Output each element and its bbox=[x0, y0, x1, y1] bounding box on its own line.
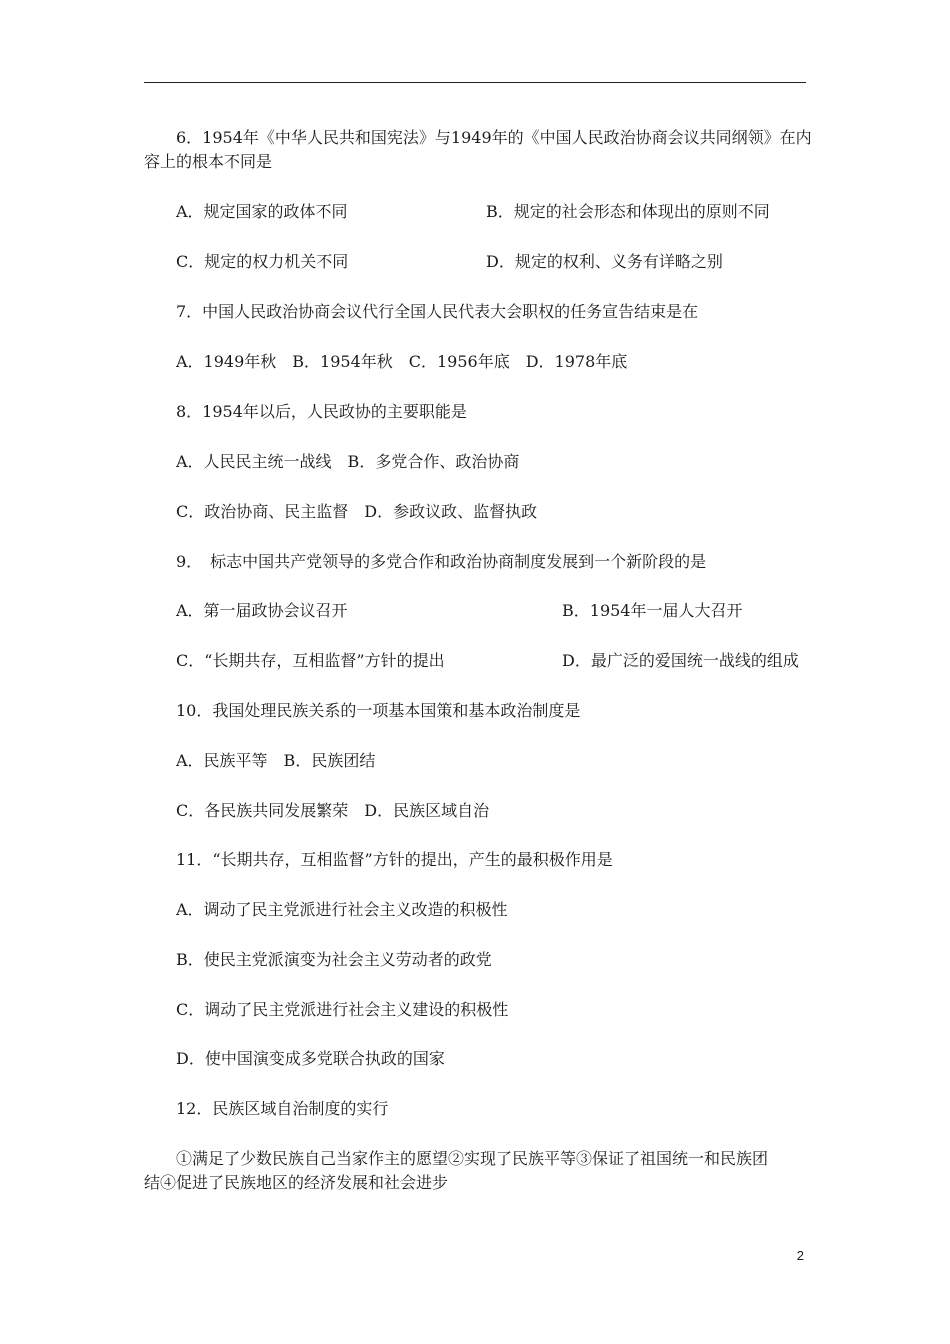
q12-items-line1: ①满足了少数民族自己当家作主的愿望②实现了民族平等③保证了祖国统一和民族团 bbox=[176, 1149, 769, 1168]
q9-option-d: D．最广泛的爱国统一战线的组成 bbox=[562, 651, 799, 670]
q11-option-d: D．使中国演变成多党联合执政的国家 bbox=[176, 1049, 445, 1068]
q8-options-cd: C．政治协商、民主监督 D．参政议政、监督执政 bbox=[176, 502, 538, 521]
q8-options-ab: A．人民民主统一战线 B．多党合作、政治协商 bbox=[176, 452, 520, 471]
q10-stem: 10．我国处理民族关系的一项基本国策和基本政治制度是 bbox=[176, 701, 581, 720]
q6-option-a: A．规定国家的政体不同 bbox=[176, 202, 348, 221]
q6-stem-line1: 6．1954年《中华人民共和国宪法》与1949年的《中国人民政治协商会议共同纲领》在内 bbox=[176, 128, 812, 147]
q10-options-ab: A．民族平等 B．民族团结 bbox=[176, 751, 376, 770]
page-number: 2 bbox=[796, 1248, 804, 1263]
q7-stem: 7．中国人民政治协商会议代行全国人民代表大会职权的任务宣告结束是在 bbox=[176, 302, 699, 321]
q12-stem: 12．民族区域自治制度的实行 bbox=[176, 1099, 389, 1118]
q9-option-b: B．1954年一届人大召开 bbox=[562, 601, 743, 620]
q11-option-c: C．调动了民主党派进行社会主义建设的积极性 bbox=[176, 1000, 509, 1019]
q11-option-b: B．使民主党派演变为社会主义劳动者的政党 bbox=[176, 950, 492, 969]
q6-option-b: B．规定的社会形态和体现出的原则不同 bbox=[486, 202, 770, 221]
header-rule bbox=[144, 82, 806, 83]
q6-option-c: C．规定的权力机关不同 bbox=[176, 252, 349, 271]
q7-options: A．1949年秋 B．1954年秋 C．1956年底 D．1978年底 bbox=[176, 352, 628, 371]
q9-option-a: A．第一届政协会议召开 bbox=[176, 601, 348, 620]
q6-stem-line2: 容上的根本不同是 bbox=[144, 152, 273, 171]
q9-option-c: C．“长期共存，互相监督”方针的提出 bbox=[176, 651, 445, 670]
q10-options-cd: C．各民族共同发展繁荣 D．民族区域自治 bbox=[176, 801, 490, 820]
q9-stem: 9． 标志中国共产党领导的多党合作和政治协商制度发展到一个新阶段的是 bbox=[176, 552, 707, 571]
q11-stem: 11．“长期共存，互相监督”方针的提出，产生的最积极作用是 bbox=[176, 850, 613, 869]
q12-items-line2: 结④促进了民族地区的经济发展和社会进步 bbox=[144, 1173, 449, 1192]
q8-stem: 8．1954年以后，人民政协的主要职能是 bbox=[176, 402, 467, 421]
q11-option-a: A．调动了民主党派进行社会主义改造的积极性 bbox=[176, 900, 508, 919]
q6-option-d: D．规定的权利、义务有详略之别 bbox=[486, 252, 723, 271]
